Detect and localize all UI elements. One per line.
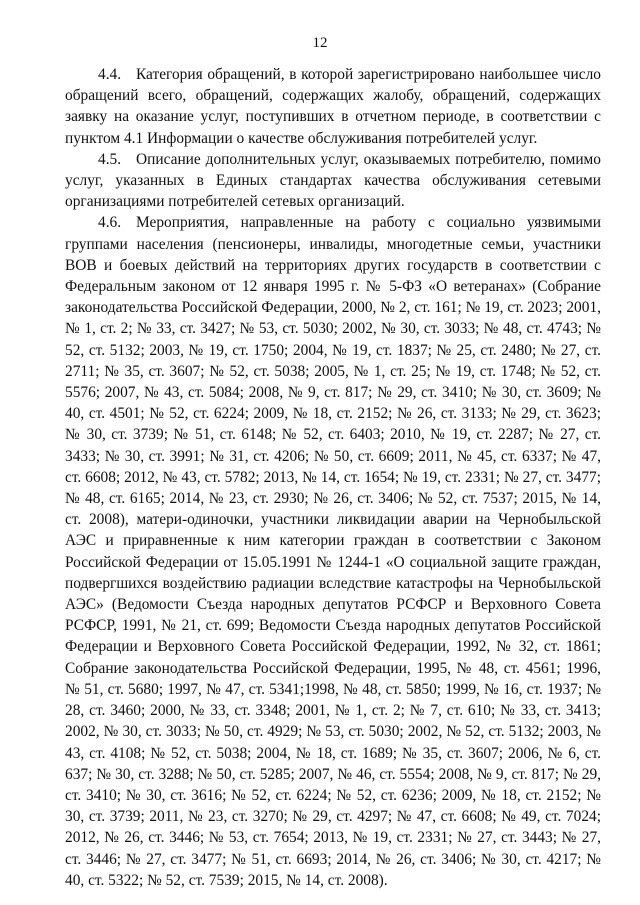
paragraph-4-5 [65, 149, 601, 213]
paragraph-text: Категория обращений, в которой зарегистрировано наибольшее число обращений всего, обращений, содержащих жалобу, обращений, содержащих заявку на оказание услуг, поступивших в отчетном периоде, в соответствии с пунктом 4.1 Информации о качестве обслуживания потребителей услуг. [65, 66, 601, 147]
paragraph-text: Мероприятия, направленные на работу с социально уязвимыми группами населения (пенсионеры, инвалиды, многодетные семьи, участники ВОВ и боевых действий на территориях других государств в соответствии с Федеральным законом от 12 января 1995 г. № 5-ФЗ «О ветеранах» (Собрание законодательства Российской Федерации, 2000, № 2, ст. 161; № 19, ст. 2023; 2001, № 1, ст. 2; № 33, ст. 3427; № 53, ст. 5030; 2002, № 30, ст. 3033; № 48, ст. 4743; № 52, ст. 5132; 2003, № 19, ст. 1750; 2004, № 19, ст. 1837; № 25, ст. 2480; № 27, ст. 2711; № 35, ст. 3607; № 52, ст. 5038; 2005, № 1, ст. 25; № 19, ст. 1748; № 52, ст. 5576; 2007, № 43, ст. 5084; 2008, № 9, ст. 817; № 29, ст. 3410; № 30, ст. 3609; № 40, ст. 4501; № 52, ст. 6224; 2009, № 18, ст. 2152; № 26, ст. 3133; № 29, ст. 3623; № 30, ст. 3739; № 51, ст. 6148; № 52, ст. 6403; 2010, № 19, ст. 2287; № 27, ст. 3433; № 30, ст. 3991; № 31, ст. 4206; № 50, ст. 6609; 2011, № 45, ст. 6337; № 47, ст. 6608; 2012, № 43, ст. 5782; 2013, № 14, ст. 1654; № 19, ст. 2331; № 27, ст. 3477; № 48, ст. 6165; 2014, № 23, ст. 2930; № 26, ст. 3406; № 52, ст. 7537; 2015, № 14, ст. 2008), матери-одиночки, участники ликвидации аварии на Чернобыльской АЭС и приравненные к ним категории граждан в соответствии с Законом Российской Федерации от 15.05.1991 № 1244-1 «О социальной защите граждан, подвергшихся воздействию радиации вследствие катастрофы на Чернобыльской АЭС» (Ведомости Съезда народных депутатов РСФСР и Верховного Совета РСФСР, 1991, № 21, ст. 699; Ведомости Съезда народных депутатов Российской Федерации и Верховного Совета Российской Федерации, 1992, № 32, ст. 1861; Собрание законодательства Российской Федерации, 1995, № 48, ст. 4561; 1996, № 51, ст. 5680; 1997, № 47, ст. 5341;1998, № 48, ст. 5850; 1999, № 16, ст. 1937; № 28, ст. 3460; 2000, № 33, ст. 3348; 2001, № 1, ст. 2; № 7, ст. 610; № 33, ст. 3413; 2002, № 30, ст. 3033; № 50, ст. 4929; № 53, ст. 5030; 2002, № 52, ст. 5132; 2003, № 43, ст. 4108; № 52, ст. 5038; 2004, № 18, ст. 1689; № 35, ст. 3607; 2006, № 6, ст. 637; № 30, ст. 3288; № 50, ст. 5285; 2007, № 46, ст. 5554; 2008, № 9, ст. 817; № 29, ст. 3410; № 30, ст. 3616; № 52, ст. 6224; № 52, ст. 6236; 2009, № 18, ст. 2152; № 30, ст. 3739; 2011, № 23, ст. 3270; № 29, ст. 4297; № 47, ст. 6608; № 49, ст. 7024; 2012, № 26, ст. 3446; № 53, ст. 7654; 2013, № 19, ст. 2331; № 27, ст. 3443; № 27, ст. 3446; № 27, ст. 3477; № 51, ст. 6693; 2014, № 26, ст. 3406; № 30, ст. 4217; № 40, ст. 5322; № 52, ст. 7539; 2015, № 14, ст. 2008). [65, 214, 601, 889]
page-number: 12 [312, 35, 328, 51]
paragraph-4-6 [65, 212, 601, 891]
paragraph-number: 4.4. [98, 66, 122, 83]
document-body [65, 64, 601, 891]
paragraph-text: Описание дополнительных услуг, оказываемых потребителю, помимо услуг, указанных в Единых стандартах качества обслуживания сетевыми организациями потребителей сетевых организаций. [65, 150, 601, 211]
paragraph-number: 4.6. [98, 214, 122, 232]
paragraph-4-4 [65, 64, 601, 149]
paragraph-number: 4.5. [98, 150, 122, 168]
